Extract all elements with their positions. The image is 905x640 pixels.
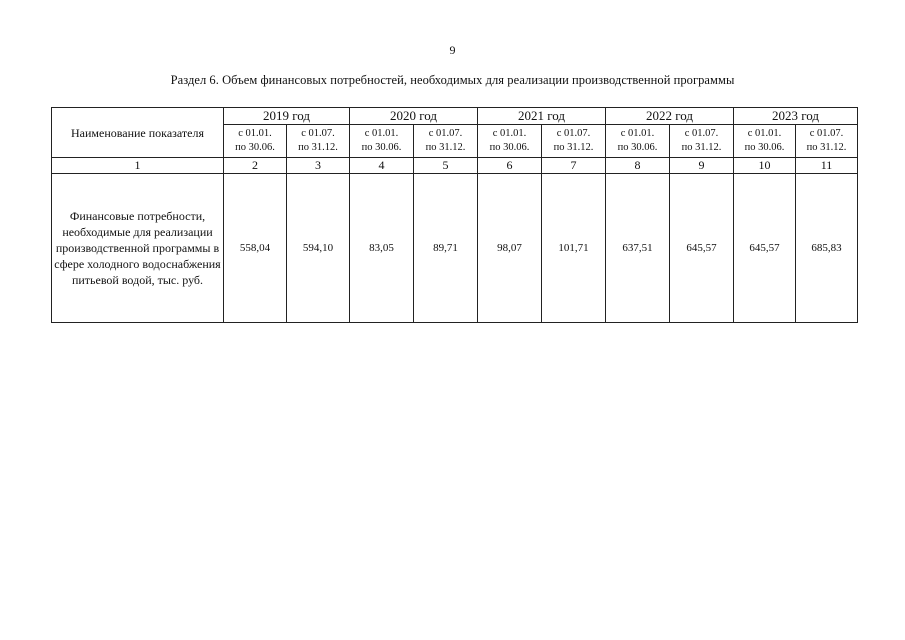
column-number: 6 <box>478 158 542 174</box>
period-start: с 01.07. <box>301 128 335 139</box>
column-number: 9 <box>670 158 734 174</box>
column-number: 4 <box>350 158 414 174</box>
value-cell: 645,57 <box>734 174 796 323</box>
period-header <box>350 125 414 158</box>
period-header <box>734 125 796 158</box>
value-cell: 98,07 <box>478 174 542 323</box>
period-start: с 01.07. <box>428 128 463 139</box>
column-number-row <box>52 158 858 174</box>
financial-needs-table <box>51 107 858 323</box>
column-header-name: Наименование показателя <box>52 108 224 158</box>
column-number: 3 <box>287 158 350 174</box>
year-header-2019: 2019 год <box>224 108 350 125</box>
column-number: 7 <box>542 158 606 174</box>
period-end: по 31.12. <box>553 142 594 153</box>
period-header <box>414 125 478 158</box>
period-header <box>478 125 542 158</box>
period-start: с 01.01. <box>238 128 272 139</box>
header-row-years <box>52 108 858 125</box>
column-number: 2 <box>224 158 287 174</box>
period-end: по 30.06. <box>361 142 402 153</box>
value-cell: 645,57 <box>670 174 734 323</box>
period-end: по 30.06. <box>744 142 785 153</box>
period-start: с 01.07. <box>684 128 719 139</box>
value-cell: 101,71 <box>542 174 606 323</box>
period-start: с 01.01. <box>364 128 399 139</box>
period-end: по 31.12. <box>681 142 722 153</box>
period-end: по 31.12. <box>806 142 847 153</box>
value-cell: 83,05 <box>350 174 414 323</box>
year-header-2023: 2023 год <box>734 108 858 125</box>
period-start: с 01.07. <box>556 128 591 139</box>
table-row <box>52 174 858 323</box>
value-cell: 594,10 <box>287 174 350 323</box>
period-header <box>796 125 858 158</box>
period-end: по 31.12. <box>298 142 338 153</box>
period-header <box>606 125 670 158</box>
indicator-name: Финансовые потребности, необходимые для реализации производственной программы в сфере холодного водоснабжения питьевой водой, тыс. руб. <box>52 174 224 323</box>
value-cell: 89,71 <box>414 174 478 323</box>
period-start: с 01.01. <box>747 128 782 139</box>
year-header-2021: 2021 год <box>478 108 606 125</box>
column-number: 11 <box>796 158 858 174</box>
period-start: с 01.01. <box>620 128 655 139</box>
period-end: по 30.06. <box>489 142 530 153</box>
period-end: по 30.06. <box>617 142 658 153</box>
column-number: 5 <box>414 158 478 174</box>
column-number: 8 <box>606 158 670 174</box>
value-cell: 685,83 <box>796 174 858 323</box>
period-end: по 31.12. <box>425 142 466 153</box>
value-cell: 637,51 <box>606 174 670 323</box>
period-header <box>224 125 287 158</box>
year-header-2022: 2022 год <box>606 108 734 125</box>
period-end: по 30.06. <box>235 142 275 153</box>
period-header <box>542 125 606 158</box>
column-number: 10 <box>734 158 796 174</box>
column-number: 1 <box>52 158 224 174</box>
page-number: 9 <box>449 43 456 57</box>
period-start: с 01.01. <box>492 128 527 139</box>
period-header <box>670 125 734 158</box>
section-title: Раздел 6. Объем финансовых потребностей, необходимых для реализации производственной программы <box>170 73 735 87</box>
value-cell: 558,04 <box>224 174 287 323</box>
period-start: с 01.07. <box>809 128 844 139</box>
period-header <box>287 125 350 158</box>
year-header-2020: 2020 год <box>350 108 478 125</box>
